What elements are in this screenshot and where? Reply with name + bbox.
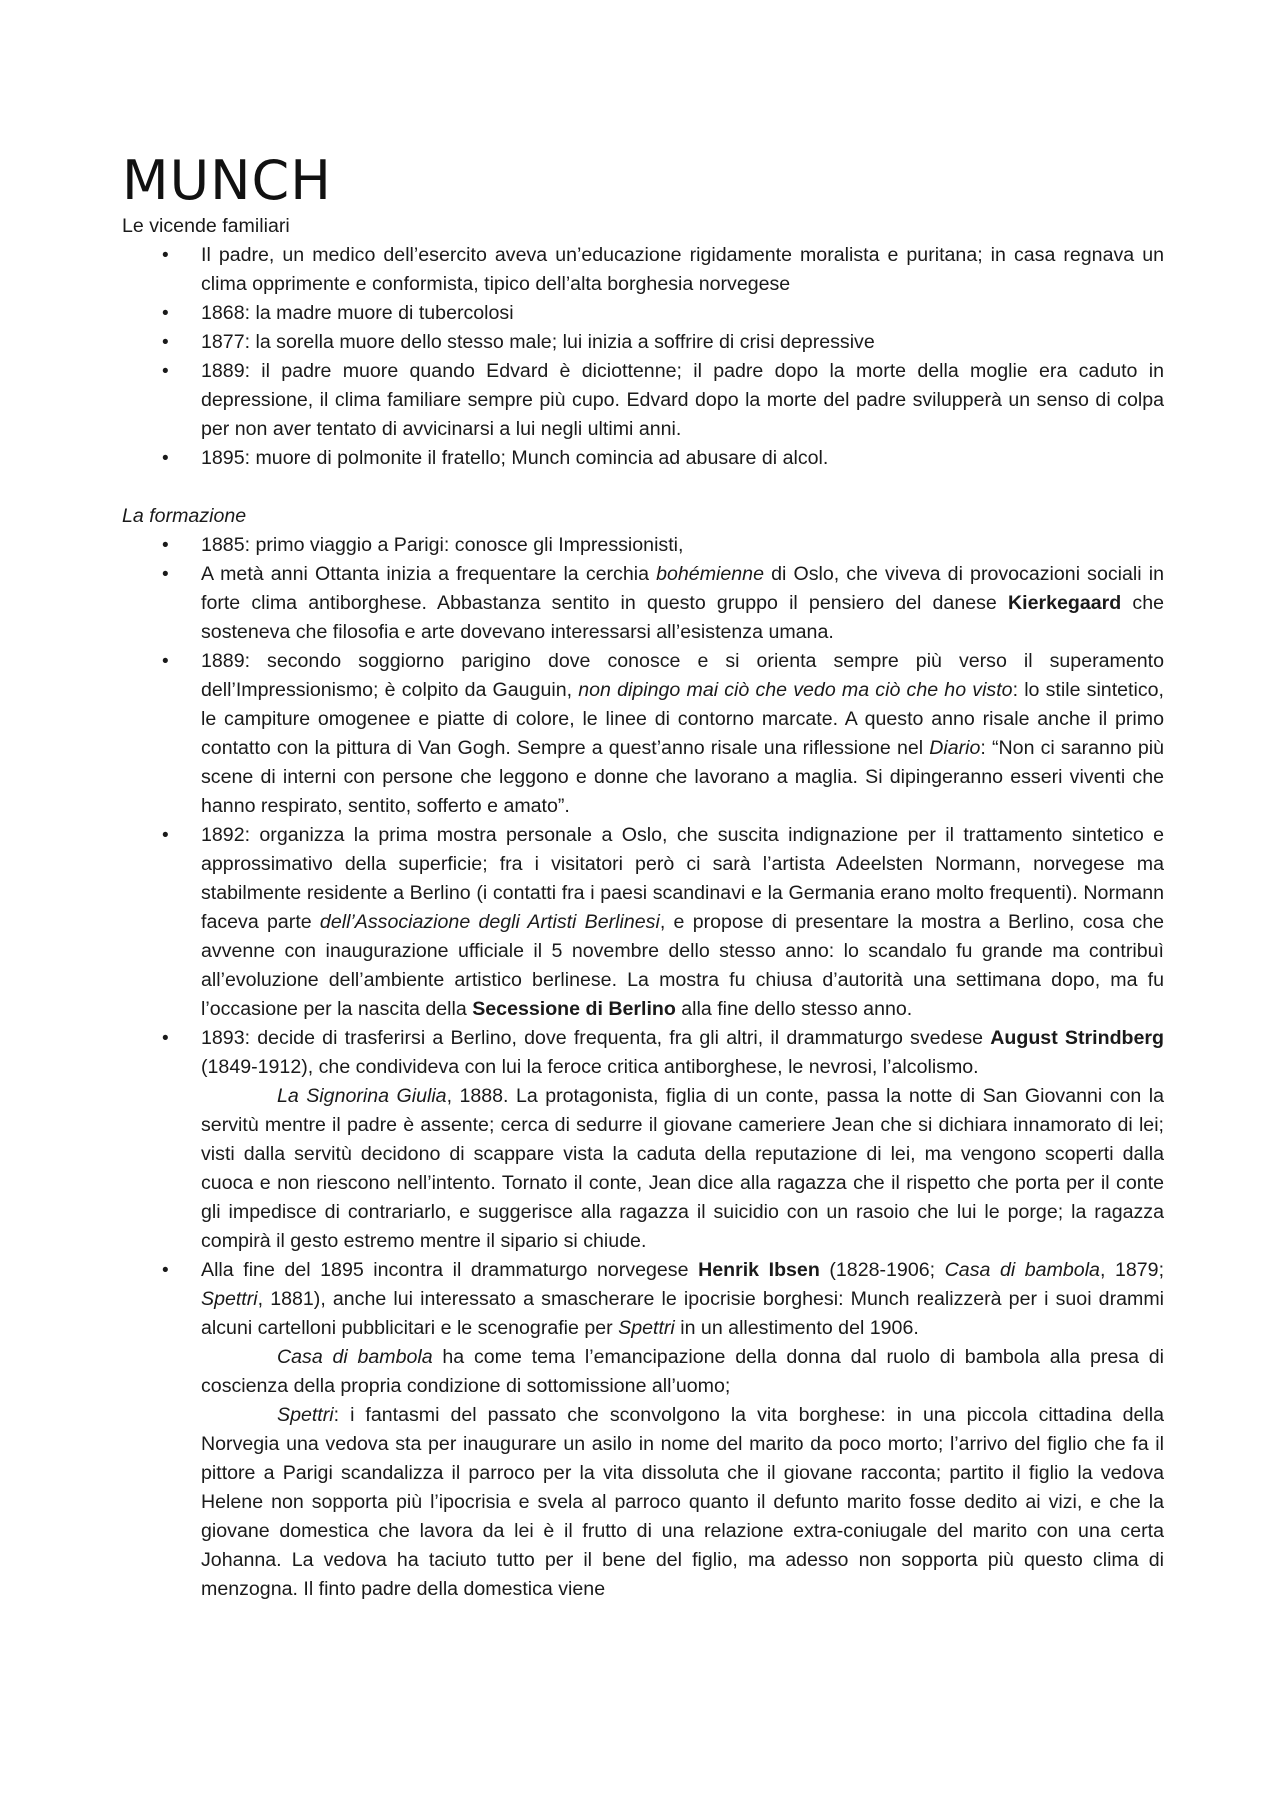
text-run: in un allestimento del 1906. — [674, 1317, 919, 1339]
document-title: MUNCH — [122, 149, 332, 212]
list-item: • 1885: primo viaggio a Parigi: conosce gli Impressionisti, — [122, 531, 1164, 560]
text-run: che sosteneva che filosofia e arte dovevano interessarsi all’esistenza umana. — [201, 592, 1164, 643]
formazione-list — [122, 531, 1164, 1082]
text-run: di Oslo, che viveva di provocazioni sociali in forte clima antiborghese. Abbastanza sentito in questo gruppo il pensiero del danese — [201, 563, 1164, 614]
bold-run: Henrik Ibsen — [698, 1259, 820, 1281]
vicende-list — [122, 241, 1164, 473]
bold-run: Secessione di Berlino — [472, 998, 676, 1020]
document-page — [122, 148, 1164, 1604]
italic-run: bohémienne — [656, 563, 764, 585]
text-run: A metà anni Ottanta inizia a frequentare la cerchia — [201, 563, 657, 585]
italic-run: Diario — [929, 737, 981, 759]
text-run: , e propose di presentare la mostra a Berlino, cosa che avvenne con inaugurazione ufficiale il 5 novembre dello stesso anno: lo scandalo fu grande ma contribuì all’evoluzione dell’ambiente artistico berlinese. La mostra fu chiusa d’autorità una settimana dopo, ma fu l’occasione per la nascita della — [201, 911, 1164, 1020]
list-item — [122, 1024, 1164, 1082]
formazione-list-continued — [122, 1256, 1164, 1343]
list-item: • 1877: la sorella muore dello stesso male; lui inizia a soffrire di crisi depressive — [122, 328, 1164, 357]
blank-line — [122, 473, 1164, 502]
italic-run: Spettri — [618, 1317, 675, 1339]
text-run: 1893: decide di trasferirsi a Berlino, dove frequenta, fra gli altri, il drammaturgo svedese — [201, 1027, 991, 1049]
section-heading-vicende: Le vicende familiari — [122, 215, 290, 237]
text-run: : “Non ci saranno più scene di interni con persone che leggono e donne che lavorano a maglia. Si dipingeranno esseri viventi che hanno respirato, sentito, sofferto e amato”. — [201, 737, 1164, 817]
italic-run: Casa di bambola — [277, 1346, 433, 1368]
italic-run: Casa di bambola — [944, 1259, 1100, 1281]
list-item: • 1895: muore di polmonite il fratello; Munch comincia ad abusare di alcol. — [122, 444, 1164, 473]
text-run: 1889: secondo soggiorno parigino dove conosce e si orienta sempre più verso il superamento dell’Impressionismo; è colpito da Gauguin, — [201, 650, 1164, 701]
list-item: • 1889: il padre muore quando Edvard è diciottenne; il padre dopo la morte della moglie era caduto in depressione, il clima familiare sempre più cupo. Edvard dopo la morte del padre svilupperà un senso di colpa per non aver tentato di avvicinarsi a lui negli ultimi anni. — [122, 357, 1164, 444]
list-item — [122, 560, 1164, 647]
italic-run: dell’Associazione degli Artisti Berlinesi — [319, 911, 660, 933]
bold-run: Kierkegaard — [1007, 592, 1122, 614]
text-run: (1828-1906; — [819, 1259, 945, 1281]
list-item — [122, 821, 1164, 1024]
text-run: , 1879; — [1099, 1259, 1165, 1281]
text-run: Alla fine del 1895 incontra il drammaturgo norvegese — [201, 1259, 699, 1281]
list-item — [122, 1256, 1164, 1343]
text-run: : i fantasmi del passato che sconvolgono la vita borghese: in una piccola cittadina della Norvegia una vedova sta per inaugurare un asilo in nome del marito da poco morto; l’arrivo del figlio che fa il pittore a Parigi scandalizza il parroco per la vita dissoluta che il giovane racconta; partito il figlio la vedova Helene non sopporta più l’ipocrisia e svela al parroco quanto il defunto marito fosse dedito ai vizi, e che la giovane domestica che lavora da lei è il frutto di una relazione extra-coniugale del marito con una certa Johanna. La vedova ha taciuto tutto per il bene del figlio, ma adesso non sopporta più questo clima di menzogna. Il finto padre della domestica viene — [201, 1404, 1164, 1600]
paragraph-spettri — [122, 1401, 1164, 1604]
text-run: alla fine dello stesso anno. — [675, 998, 913, 1020]
section-heading-formazione: La formazione — [122, 505, 247, 527]
bold-run: August Strindberg — [990, 1027, 1164, 1049]
paragraph-casa-di-bambola — [122, 1343, 1164, 1401]
text-run: ha come tema l’emancipazione della donna dal ruolo di bambola alla presa di coscienza della propria condizione di sottomissione all’uomo; — [201, 1346, 1164, 1397]
paragraph-signorina-giulia — [122, 1082, 1164, 1256]
list-item — [122, 647, 1164, 821]
italic-run: Spettri — [201, 1288, 258, 1310]
italic-run: La Signorina Giulia — [277, 1085, 447, 1107]
text-run: (1849-1912), che condivideva con lui la feroce critica antiborghese, le nevrosi, l’alcolismo. — [201, 1056, 979, 1078]
italic-run: non dipingo mai ciò che vedo ma ciò che ho visto — [578, 679, 1013, 701]
text-run: : lo stile sintetico, le campiture omogenee e piatte di colore, le linee di contorno marcate. A questo anno risale anche il primo contatto con la pittura di Van Gogh. Sempre a quest’anno risale una riflessione nel — [201, 679, 1164, 759]
text-run: , 1881), anche lui interessato a smascherare le ipocrisie borghesi: Munch realizzerà per i suoi drammi alcuni cartelloni pubblicitari e le scenografie per — [201, 1288, 1164, 1339]
list-item: • Il padre, un medico dell’esercito aveva un’educazione rigidamente moralista e puritana; in casa regnava un clima opprimente e conformista, tipico dell’alta borghesia norvegese — [122, 241, 1164, 299]
text-run: 1892: organizza la prima mostra personale a Oslo, che suscita indignazione per il trattamento sintetico e approssimativo della superficie; fra i visitatori però ci sarà l’artista Adeelsten Normann, norvegese ma stabilmente residente a Berlino (i contatti fra i paesi scandinavi e la Germania erano molto frequenti). Normann faceva parte — [201, 824, 1164, 933]
list-item: • 1868: la madre muore di tubercolosi — [122, 299, 1164, 328]
italic-run: Spettri — [277, 1404, 334, 1426]
text-run: , 1888. La protagonista, figlia di un conte, passa la notte di San Giovanni con la servitù mentre il padre è assente; cerca di sedurre il giovane cameriere Jean che si dichiara innamorato di lei; visti dalla servitù decidono di scappare vista la caduta della reputazione di lei, ma vengono scoperti dalla cuoca e non riescono nell’intento. Tornato il conte, Jean dice alla ragazza che il rispetto che porta per il conte gli impedisce di contrariarlo, e suggerisce alla ragazza il suicidio con un rasoio che lui le porge; la ragazza compirà il gesto estremo mentre il sipario si chiude. — [201, 1085, 1164, 1252]
